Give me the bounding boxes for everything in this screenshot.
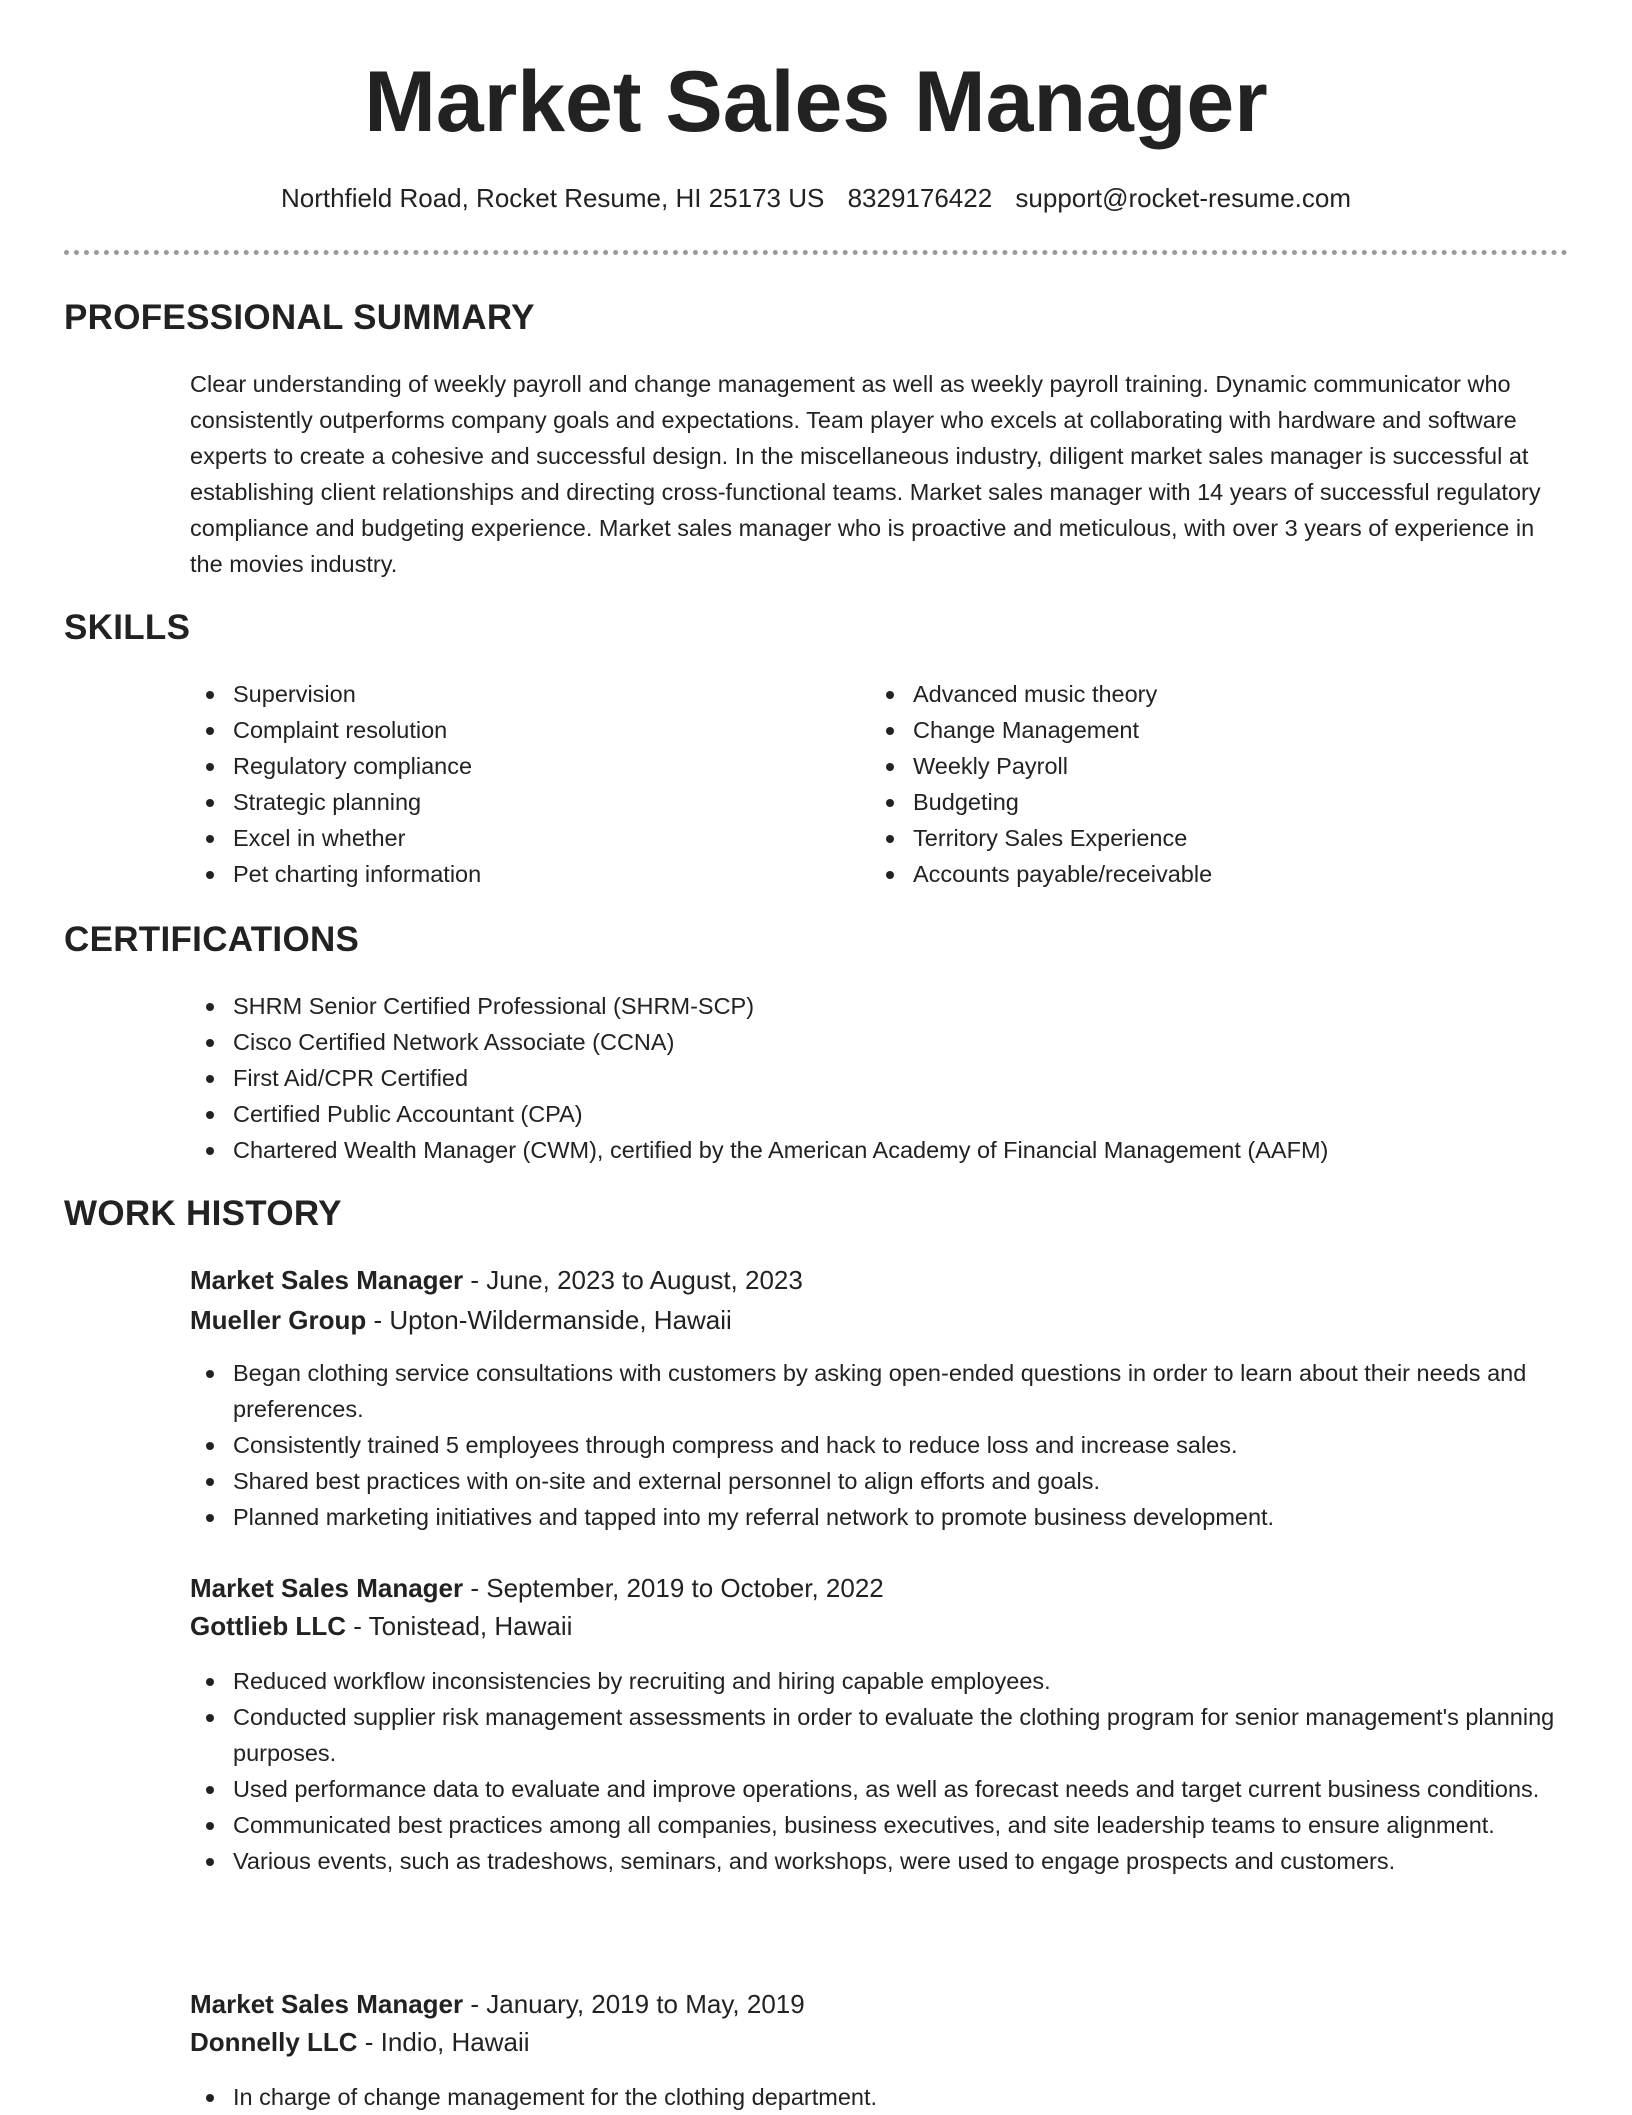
job-bullet: Shared best practices with on-site and external personnel to align efforts and goals. [190, 1463, 1580, 1499]
skills-list-right [870, 676, 1510, 892]
job-title-line [190, 1262, 803, 1298]
job-location: - Tonistead, Hawaii [345, 1611, 573, 1641]
contact-address: Northfield Road, Rocket Resume, HI 25173 US [280, 183, 825, 213]
skill-item: Change Management [870, 712, 1510, 748]
job-company: Mueller Group [190, 1305, 367, 1335]
skill-item: Regulatory compliance [190, 748, 830, 784]
job-role: Market Sales Manager [190, 1989, 464, 2019]
job-bullet-list [190, 1663, 1580, 1879]
certification-item: SHRM Senior Certified Professional (SHRM-SCP) [190, 988, 1580, 1024]
job-company: Gottlieb LLC [190, 1611, 346, 1641]
resume-name: Market Sales Manager [364, 54, 1268, 150]
job-company: Donnelly LLC [190, 2027, 358, 2057]
job-role: Market Sales Manager [190, 1265, 464, 1295]
job-dates: - September, 2019 to October, 2022 [463, 1573, 884, 1603]
certifications-list [190, 988, 1580, 1168]
job-bullet: Various events, such as tradeshows, seminars, and workshops, were used to engage prospects and customers. [190, 1843, 1580, 1879]
skill-item: Complaint resolution [190, 712, 830, 748]
skill-item: Advanced music theory [870, 676, 1510, 712]
contact-line [0, 180, 1632, 216]
job-bullet: In charge of change management for the clothing department. [190, 2079, 1580, 2115]
job-location: - Upton-Wildermanside, Hawaii [366, 1305, 732, 1335]
job-bullet: Began clothing service consultations with customers by asking open-ended questions in order to learn about their needs and preferences. [190, 1355, 1580, 1427]
job-bullet: Planned marketing initiatives and tapped into my referral network to promote business development. [190, 1499, 1580, 1535]
skills-list-left [190, 676, 830, 892]
contact-email: support@rocket-resume.com [1015, 183, 1352, 213]
skill-item: Territory Sales Experience [870, 820, 1510, 856]
section-title-summary: PROFESSIONAL SUMMARY [64, 298, 535, 337]
job-location: - Indio, Hawaii [357, 2027, 530, 2057]
header-divider [64, 250, 1568, 255]
section-title-certifications: CERTIFICATIONS [64, 920, 360, 959]
job-company-line [190, 1608, 572, 1644]
job-title-line [190, 1986, 805, 2022]
certification-item: Chartered Wealth Manager (CWM), certified by the American Academy of Financial Management (AAFM) [190, 1132, 1580, 1168]
job-company-line [190, 2024, 530, 2060]
certification-item: Cisco Certified Network Associate (CCNA) [190, 1024, 1580, 1060]
skill-item: Budgeting [870, 784, 1510, 820]
job-bullet-list [190, 2079, 1580, 2115]
skill-item: Pet charting information [190, 856, 830, 892]
skill-item: Supervision [190, 676, 830, 712]
job-role: Market Sales Manager [190, 1573, 464, 1603]
section-title-work-history: WORK HISTORY [64, 1194, 342, 1233]
job-bullet: Used performance data to evaluate and improve operations, as well as forecast needs and target current business conditions. [190, 1771, 1580, 1807]
job-company-line [190, 1302, 732, 1338]
certification-item: First Aid/CPR Certified [190, 1060, 1580, 1096]
job-bullet: Consistently trained 5 employees through compress and hack to reduce loss and increase sales. [190, 1427, 1580, 1463]
skill-item: Excel in whether [190, 820, 830, 856]
summary-text: Clear understanding of weekly payroll and change management as well as weekly payroll training. Dynamic communicator who consistently outperforms company goals and expectations. Team player who excels at collaborating with hardware and software experts to create a cohesive and successful design. In the miscellaneous industry, diligent market sales manager is successful at establishing client relationships and directing cross-functional teams. Market sales manager with 14 years of successful regulatory compliance and budgeting experience. Market sales manager who is proactive and meticulous, with over 3 years of experience in the movies industry. [190, 371, 1541, 577]
job-title-line [190, 1570, 884, 1606]
job-bullet: Communicated best practices among all companies, business executives, and site leadership teams to ensure alignment. [190, 1807, 1580, 1843]
job-dates: - January, 2019 to May, 2019 [463, 1989, 805, 2019]
section-title-skills: SKILLS [64, 608, 191, 647]
skill-item: Strategic planning [190, 784, 830, 820]
job-dates: - June, 2023 to August, 2023 [463, 1265, 803, 1295]
job-bullet: Reduced workflow inconsistencies by recruiting and hiring capable employees. [190, 1663, 1580, 1699]
certification-item: Certified Public Accountant (CPA) [190, 1096, 1580, 1132]
skill-item: Weekly Payroll [870, 748, 1510, 784]
skill-item: Accounts payable/receivable [870, 856, 1510, 892]
job-bullet-list [190, 1355, 1580, 1535]
job-bullet: Conducted supplier risk management assessments in order to evaluate the clothing program for senior management's planning purposes. [190, 1699, 1580, 1771]
contact-phone: 8329176422 [847, 183, 993, 213]
